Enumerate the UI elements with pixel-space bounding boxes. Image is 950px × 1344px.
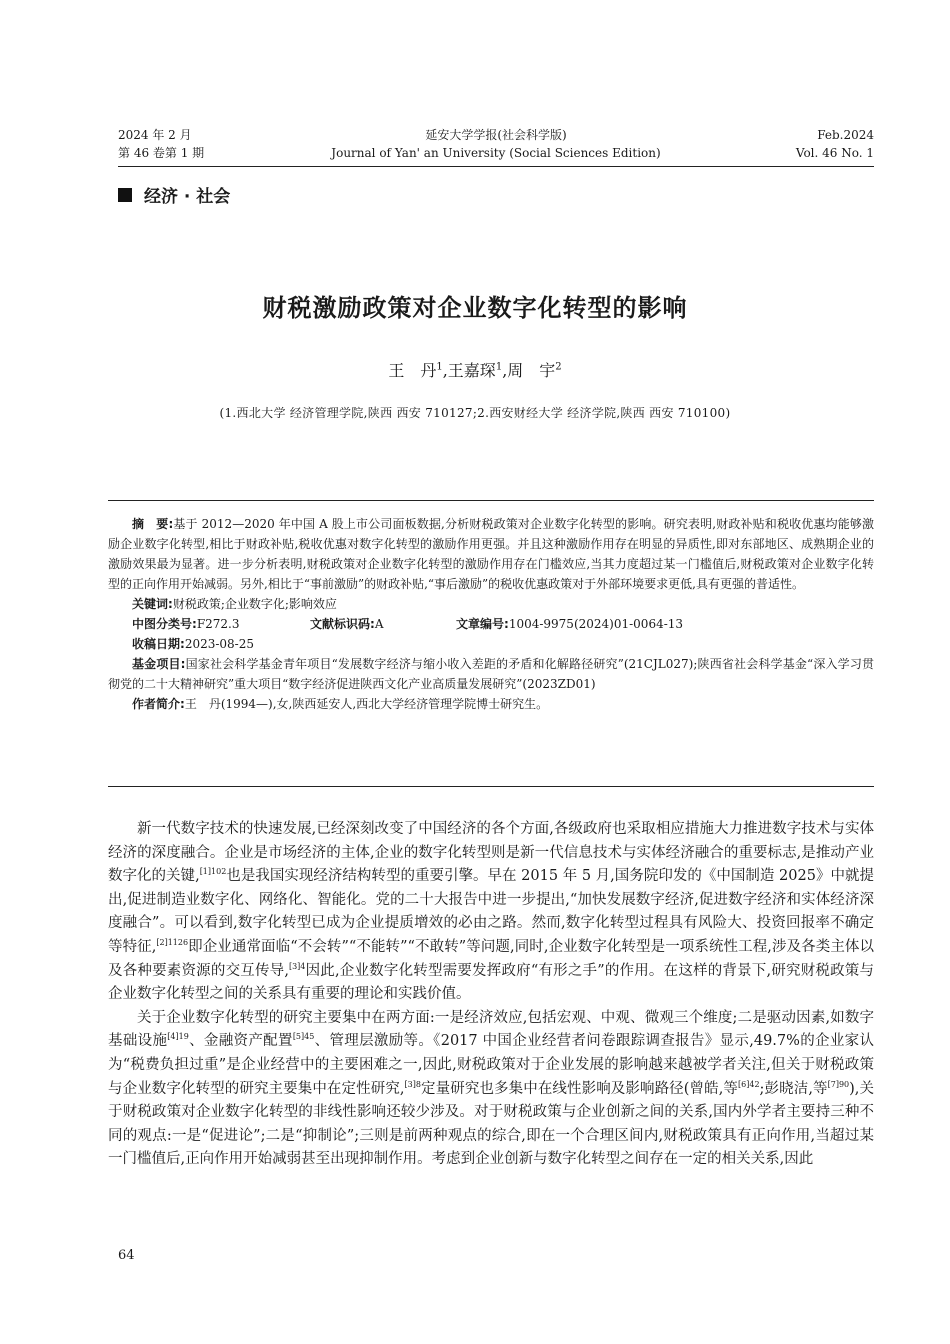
header-journal-cn: 延安大学学报(社会科学版) — [425, 128, 567, 142]
section-label: 经济 · 社会 — [144, 187, 231, 207]
p1-text: 因此,企业数字化转型需要发挥政府“有形之手”的作用。在这样的背景下,研究财税政策与企业数字化转型之间的关系具有重要的理论和实践价值。 — [108, 962, 874, 1003]
author-2: 王嘉琛 — [447, 361, 496, 380]
keywords-label: 关键词: — [132, 597, 173, 611]
received-text: 2023-08-25 — [184, 637, 254, 651]
clc-code: F272.3 — [196, 617, 240, 631]
fund-info — [108, 654, 874, 694]
header-volume-en: Vol. 46 No. 1 — [795, 146, 874, 160]
paragraph-1 — [108, 818, 874, 1007]
citation: [4]19 — [167, 1032, 189, 1042]
p2-text: 、管理层激励等。《2017 中国企业经营者问卷跟踪调查报告》显示,49.7%的企业家认为“税费负担过重”是企业经营中的主要困难之一,因此,财税政策对于企业发展的影响越来越被学者关注,但关于财税政策与企业数字化转型的研究主要集中在定性研究, — [108, 1033, 874, 1097]
running-header — [118, 126, 874, 162]
abstract-top-rule — [108, 500, 874, 501]
citation: [3]8 — [404, 1079, 421, 1089]
author-2-affil: 1 — [495, 361, 503, 373]
citation: [7]90 — [827, 1079, 850, 1089]
author-1: 王 丹 — [388, 361, 437, 380]
doc-code-label: 文献标识码: — [310, 617, 375, 631]
citation: [6]42 — [738, 1079, 760, 1089]
fund-text: 国家社会科学基金青年项目“发展数字经济与缩小收入差距的矛盾和化解路径研究”(21CJL027);陕西省社会科学基金“深入学习贯彻党的二十大精神研究”重大项目“数字经济促进陕西文化产业高质量发展研究”(2023ZD01) — [108, 657, 874, 691]
citation: [2]1126 — [156, 938, 189, 948]
author-1-affil: 1 — [436, 361, 443, 373]
paragraph-2 — [108, 1007, 874, 1172]
citation: [5]45 — [292, 1032, 315, 1042]
p2-text: 定量研究也多集中在线性影响及影响路径(曾皓,等 — [420, 1080, 739, 1097]
p2-text: ;彭晓洁,等 — [759, 1080, 828, 1097]
author-bio — [108, 694, 874, 714]
body-text — [108, 818, 874, 1172]
p2-text: 、金融资产配置 — [188, 1033, 293, 1050]
abstract — [108, 514, 874, 594]
received-label: 收稿日期: — [132, 637, 185, 651]
author-3-affil: 2 — [555, 361, 562, 373]
author-sep: , — [442, 361, 448, 380]
author-sep: , — [502, 361, 508, 380]
header-journal-en: Journal of Yan' an University (Social Sciences Edition) — [331, 146, 661, 160]
header-date-cn: 2024 年 2 月 — [118, 128, 192, 142]
p1-text: 即企业通常面临“不会转”“不能转”“不敢转”等问题,同时,企业数字化转型是一项系统性工程,涉及各类主体以及各种要素资源的交互传导, — [108, 938, 874, 979]
header-volume-cn: 第 46 卷第 1 期 — [118, 146, 205, 160]
author-bio-text: 王 丹(1994—),女,陕西延安人,西北大学经济管理学院博士研究生。 — [184, 697, 549, 711]
abstract-block — [108, 514, 874, 714]
affiliations: (1.西北大学 经济管理学院,陕西 西安 710127;2.西安财经大学 经济学院,陕西 西安 710100) — [219, 406, 731, 420]
doc-code: A — [374, 617, 384, 631]
paper-title: 财税激励政策对企业数字化转型的影响 — [262, 294, 688, 322]
square-bullet-icon — [118, 188, 132, 202]
p2-text: ),关于财税政策对企业数字化转型的非线性影响还较少涉及。对于财税政策与企业创新之间的关系,国内外学者主要持三种不同的观点:一是“促进论”;二是“抑制论”;三则是前两种观点的综合,即在一个合理区间内,财税政策具有正向作用,当超过某一门槛值后,正向作用开始减弱甚至出现抑制作用。考虑到企业创新与数字化转型之间存在一定的相关关系,因此 — [108, 1080, 875, 1168]
abstract-bottom-rule — [108, 786, 874, 787]
header-rule — [118, 166, 874, 167]
clc-label: 中图分类号: — [132, 617, 197, 631]
p1-text: 新一代数字技术的快速发展,已经深刻改变了中国经济的各个方面,各级政府也采取相应措施大力推进数字技术与实体经济的深度融合。企业是市场经济的主体,企业的数字化转型则是新一代信息技术与实体经济融合的重要标志,是推动产业数字化的关键, — [108, 821, 874, 885]
citation: [3]4 — [288, 961, 306, 971]
page-number: 64 — [118, 1248, 135, 1263]
keywords — [108, 594, 874, 614]
author-line — [0, 358, 950, 381]
fund-label: 基金项目: — [132, 657, 186, 671]
author-3: 周 宇 — [507, 361, 556, 380]
p2-text: 关于企业数字化转型的研究主要集中在两方面:一是经济效应,包括宏观、中观、微观三个维度;二是驱动因素,如数字基础设施 — [108, 1009, 874, 1050]
section-heading — [118, 182, 230, 207]
author-bio-label: 作者简介: — [132, 697, 185, 711]
header-date-en: Feb.2024 — [817, 128, 874, 142]
abstract-text: 基于 2012—2020 年中国 A 股上市公司面板数据,分析财税政策对企业数字化转型的影响。研究表明,财政补贴和税收优惠均能够激励企业数字化转型,相比于财政补贴,税收优惠对数字化转型的激励作用更强。并且这种激励作用存在明显的异质性,即对东部地区、成熟期企业的激励效果最为显著。进一步分析表明,财税政策对企业数字化转型的激励作用存在门槛效应,当其力度超过某一门槛值后,财税政策对企业数字化转型的正向作用开始减弱。另外,相比于“事前激励”的财政补贴,“事后激励”的税收优惠政策对于外部环境要求更低,具有更强的普适性。 — [108, 517, 874, 591]
received-date — [108, 634, 874, 654]
p1-text: 也是我国实现经济结构转型的重要引擎。早在 2015 年 5 月,国务院印发的《中国制造 2025》中就提出,促进制造业数字化、网络化、智能化。党的二十大报告中进一步提出,“加快发展数字经济,促进数字经济和实体经济深度融合”。可以看到,数字化转型已成为企业提质增效的必由之路。然而,数字化转型过程具有风险大、投资回报率不确定等特征, — [108, 868, 874, 955]
abstract-label: 摘 要: — [132, 517, 174, 531]
classification-line — [108, 614, 874, 634]
keywords-text: 财税政策;企业数字化;影响效应 — [172, 597, 337, 611]
article-number: 1004-9975(2024)01-0064-13 — [508, 617, 684, 631]
article-number-label: 文章编号: — [456, 617, 509, 631]
citation: [1]102 — [199, 867, 227, 877]
